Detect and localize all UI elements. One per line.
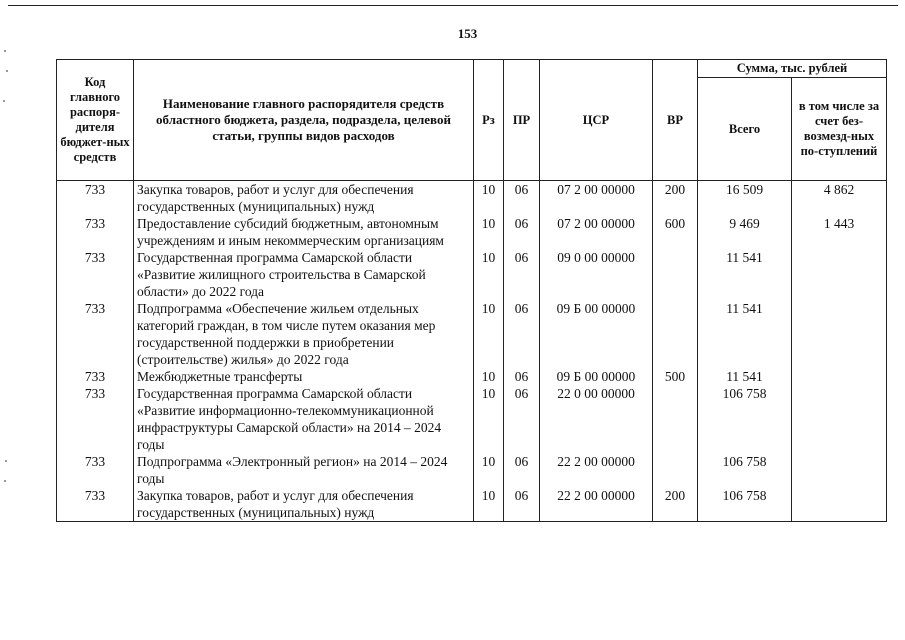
cell-pr: 06 [504,368,540,385]
cell-pr: 06 [504,249,540,300]
cell-total: 106 758 [698,487,792,522]
cell-csr: 09 0 00 00000 [540,249,653,300]
cell-csr: 22 2 00 00000 [540,487,653,522]
cell-name: Закупка товаров, работ и услуг для обеспечения государственных (муниципальных) нужд [134,487,474,522]
cell-total: 11 541 [698,300,792,368]
cell-vr: 200 [653,487,698,522]
cell-vr [653,385,698,453]
cell-grants [792,249,887,300]
header-code: Код главного распоря-дителя бюджет-ных средств [57,60,134,181]
header-vr: ВР [653,60,698,181]
table-row [57,300,887,368]
cell-pr: 06 [504,181,540,216]
cell-name: Предоставление субсидий бюджетным, автономным учреждениям и иным некоммерческим организациям [134,215,474,249]
cell-vr [653,453,698,487]
cell-code: 733 [57,249,134,300]
cell-code: 733 [57,215,134,249]
cell-grants [792,300,887,368]
cell-pr: 06 [504,487,540,522]
cell-grants [792,385,887,453]
table-row [57,181,887,216]
cell-code: 733 [57,453,134,487]
cell-total: 106 758 [698,385,792,453]
header-rz: Рз [474,60,504,181]
cell-rz: 10 [474,487,504,522]
table-row [57,487,887,522]
cell-rz: 10 [474,300,504,368]
cell-code: 733 [57,385,134,453]
table-row [57,453,887,487]
header-name: Наименование главного распорядителя средств областного бюджета, раздела, подраздела, целевой статьи, группы видов расходов [134,60,474,181]
cell-rz: 10 [474,215,504,249]
cell-total: 16 509 [698,181,792,216]
cell-vr [653,300,698,368]
cell-name: Закупка товаров, работ и услуг для обеспечения государственных (муниципальных) нужд [134,181,474,216]
cell-code: 733 [57,368,134,385]
cell-vr: 500 [653,368,698,385]
budget-table [56,59,887,522]
cell-pr: 06 [504,385,540,453]
cell-grants [792,487,887,522]
table-row [57,385,887,453]
table-row [57,368,887,385]
cell-rz: 10 [474,249,504,300]
cell-csr: 09 Б 00 00000 [540,300,653,368]
cell-total: 106 758 [698,453,792,487]
cell-total: 9 469 [698,215,792,249]
cell-name: Государственная программа Самарской области «Развитие жилищного строительства в Самарской области» до 2022 года [134,249,474,300]
cell-name: Подпрограмма «Обеспечение жильем отдельных категорий граждан, в том числе путем оказания мер государственной поддержки в приобретении (строительстве) жилья» до 2022 года [134,300,474,368]
table-row [57,215,887,249]
table-row [57,249,887,300]
cell-name: Подпрограмма «Электронный регион» на 2014 – 2024 годы [134,453,474,487]
cell-rz: 10 [474,385,504,453]
cell-csr: 07 2 00 00000 [540,215,653,249]
top-rule [8,5,898,6]
cell-vr: 200 [653,181,698,216]
cell-csr: 07 2 00 00000 [540,181,653,216]
cell-name: Межбюджетные трансферты [134,368,474,385]
cell-pr: 06 [504,300,540,368]
cell-grants [792,368,887,385]
header-csr: ЦСР [540,60,653,181]
header-total: Всего [698,78,792,181]
cell-name: Государственная программа Самарской области «Развитие информационно-телекоммуникационной инфраструктуры Самарской области» на 2014 – 2024 годы [134,385,474,453]
page-number: 153 [457,26,478,41]
cell-rz: 10 [474,181,504,216]
header-sum: Сумма, тыс. рублей [698,60,887,78]
cell-rz: 10 [474,368,504,385]
cell-grants: 4 862 [792,181,887,216]
cell-grants [792,453,887,487]
header-pr: ПР [504,60,540,181]
cell-pr: 06 [504,453,540,487]
cell-csr: 22 0 00 00000 [540,385,653,453]
cell-grants: 1 443 [792,215,887,249]
cell-total: 11 541 [698,249,792,300]
cell-code: 733 [57,181,134,216]
table-body [57,181,887,522]
cell-rz: 10 [474,453,504,487]
cell-code: 733 [57,300,134,368]
cell-csr: 09 Б 00 00000 [540,368,653,385]
cell-csr: 22 2 00 00000 [540,453,653,487]
cell-total: 11 541 [698,368,792,385]
header-grants: в том числе за счет без-возмезд-ных по-ступлений [792,78,887,181]
scan-marks [0,40,12,500]
cell-pr: 06 [504,215,540,249]
cell-vr: 600 [653,215,698,249]
cell-vr [653,249,698,300]
cell-code: 733 [57,487,134,522]
